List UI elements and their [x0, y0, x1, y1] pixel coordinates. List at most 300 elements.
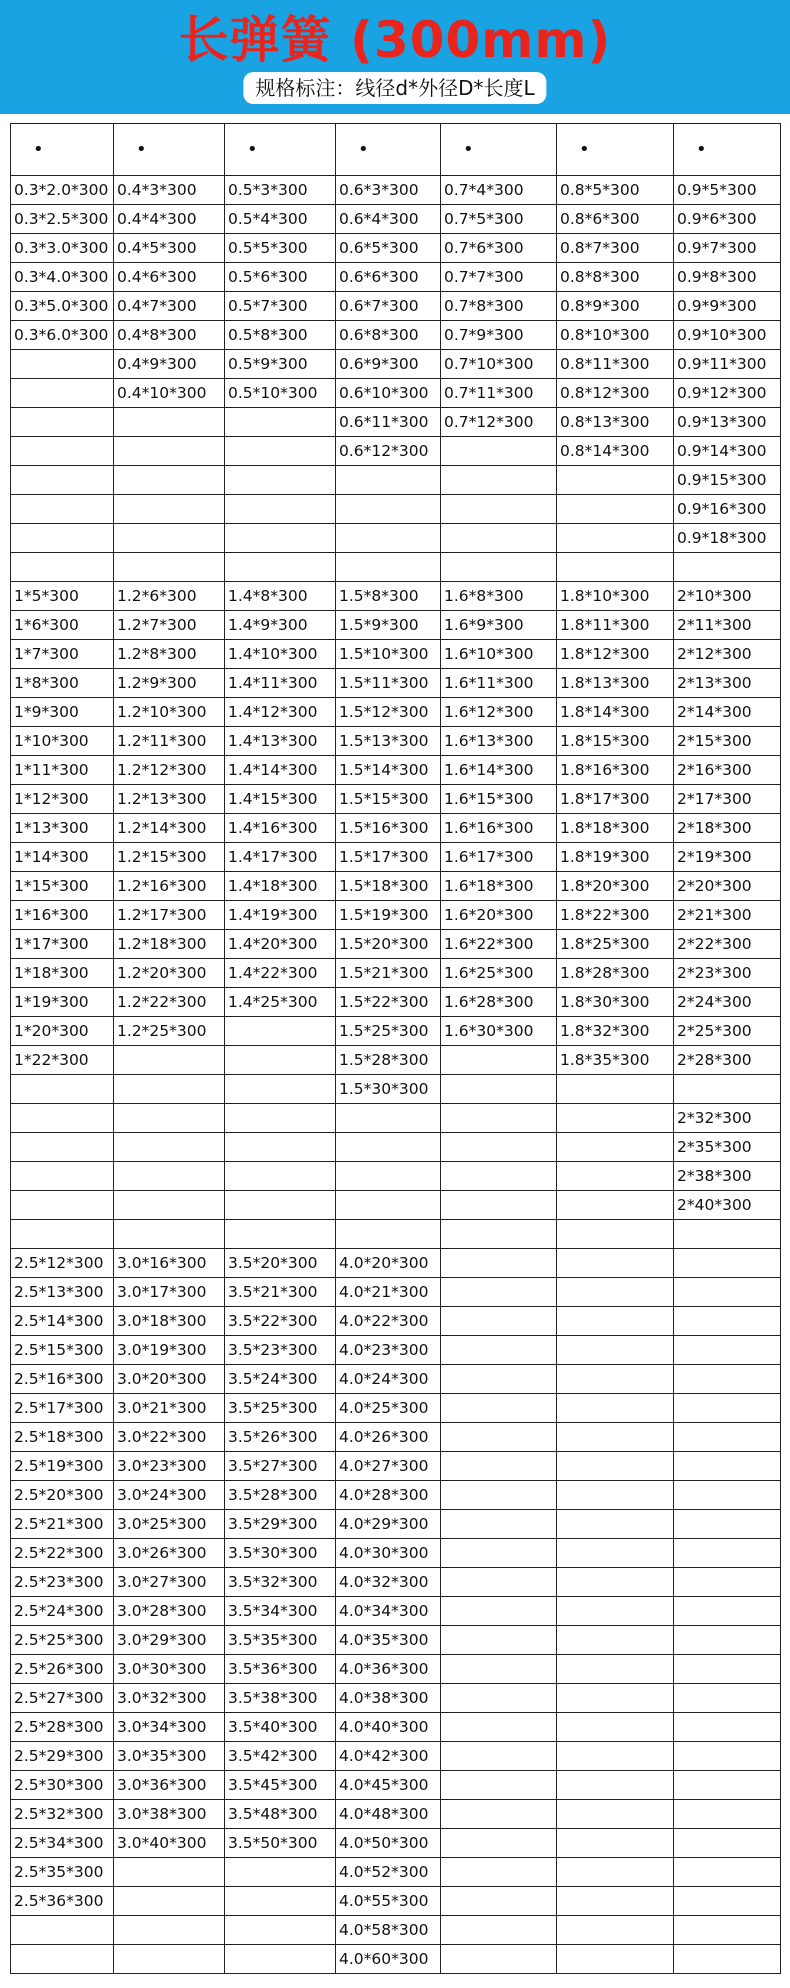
spec-cell: 4.0*21*300 — [336, 1278, 441, 1307]
spec-cell: 4.0*52*300 — [336, 1858, 441, 1887]
spec-cell: 3.0*22*300 — [114, 1423, 225, 1452]
spec-cell: 4.0*22*300 — [336, 1307, 441, 1336]
spec-cell — [557, 1568, 674, 1597]
spec-cell — [557, 1887, 674, 1916]
spec-cell: 1.4*18*300 — [225, 872, 336, 901]
spec-cell — [114, 1858, 225, 1887]
spec-cell: 4.0*42*300 — [336, 1742, 441, 1771]
spec-cell: 1.4*20*300 — [225, 930, 336, 959]
spec-cell — [114, 466, 225, 495]
spec-cell: 1.8*18*300 — [557, 814, 674, 843]
spec-cell — [441, 1336, 557, 1365]
spec-cell: 0.9*11*300 — [674, 350, 781, 379]
table-row — [11, 205, 781, 234]
header-dot-cell: • — [336, 124, 441, 176]
spec-cell: 0.8*11*300 — [557, 350, 674, 379]
spec-cell — [336, 553, 441, 582]
spec-cell: 0.9*16*300 — [674, 495, 781, 524]
spec-cell: 0.6*12*300 — [336, 437, 441, 466]
spec-cell: 0.6*9*300 — [336, 350, 441, 379]
spec-cell — [336, 1104, 441, 1133]
spec-cell: 0.8*6*300 — [557, 205, 674, 234]
spec-cell: 0.7*6*300 — [441, 234, 557, 263]
table-row — [11, 930, 781, 959]
spec-cell: 0.9*9*300 — [674, 292, 781, 321]
spec-cell: 2.5*30*300 — [11, 1771, 114, 1800]
table-row — [11, 379, 781, 408]
spec-cell: 3.0*28*300 — [114, 1597, 225, 1626]
spec-cell — [557, 1858, 674, 1887]
spec-cell — [674, 1626, 781, 1655]
spec-cell: 4.0*28*300 — [336, 1481, 441, 1510]
spec-cell: 3.0*34*300 — [114, 1713, 225, 1742]
spec-cell — [674, 1336, 781, 1365]
spec-cell — [674, 1771, 781, 1800]
spec-cell — [441, 1046, 557, 1075]
spec-cell: 1*7*300 — [11, 640, 114, 669]
spec-cell: 1.8*19*300 — [557, 843, 674, 872]
spec-cell — [557, 1220, 674, 1249]
spec-cell: 1.4*14*300 — [225, 756, 336, 785]
spec-cell: 2*13*300 — [674, 669, 781, 698]
spec-cell: 0.8*14*300 — [557, 437, 674, 466]
spec-cell: 1.8*17*300 — [557, 785, 674, 814]
spec-cell — [557, 1481, 674, 1510]
spec-cell: 0.7*5*300 — [441, 205, 557, 234]
spec-cell: 0.5*10*300 — [225, 379, 336, 408]
spec-cell — [674, 1539, 781, 1568]
spec-cell: 1*17*300 — [11, 930, 114, 959]
spec-cell: 1.4*8*300 — [225, 582, 336, 611]
spec-cell — [336, 1191, 441, 1220]
spec-cell: 2.5*32*300 — [11, 1800, 114, 1829]
spec-cell — [225, 1162, 336, 1191]
spec-cell: 0.6*3*300 — [336, 176, 441, 205]
spec-cell: 1.4*11*300 — [225, 669, 336, 698]
spec-cell: 1.6*12*300 — [441, 698, 557, 727]
table-row — [11, 1742, 781, 1771]
spec-cell: 1*13*300 — [11, 814, 114, 843]
spec-cell — [441, 1829, 557, 1858]
spec-cell — [557, 495, 674, 524]
spec-cell: 2.5*18*300 — [11, 1423, 114, 1452]
spec-cell: 3.0*24*300 — [114, 1481, 225, 1510]
spec-cell: 1.2*22*300 — [114, 988, 225, 1017]
spec-cell — [114, 553, 225, 582]
spec-cell: 1.4*15*300 — [225, 785, 336, 814]
spec-cell — [114, 495, 225, 524]
spec-cell: 1.5*20*300 — [336, 930, 441, 959]
spring-spec-table — [10, 123, 781, 1974]
table-row — [11, 1249, 781, 1278]
spec-cell — [674, 1684, 781, 1713]
spec-cell: 1.6*30*300 — [441, 1017, 557, 1046]
spec-cell: 0.9*13*300 — [674, 408, 781, 437]
table-row — [11, 1452, 781, 1481]
spec-cell: 3.0*35*300 — [114, 1742, 225, 1771]
spec-cell: 1.2*7*300 — [114, 611, 225, 640]
spec-cell — [441, 1249, 557, 1278]
spec-cell: 1.6*15*300 — [441, 785, 557, 814]
spec-cell — [225, 524, 336, 553]
spec-cell: 2*14*300 — [674, 698, 781, 727]
header-dot-cell: • — [674, 124, 781, 176]
spec-cell — [674, 1249, 781, 1278]
spec-cell — [441, 1916, 557, 1945]
table-row — [11, 1887, 781, 1916]
spec-cell: 0.8*10*300 — [557, 321, 674, 350]
spec-cell — [674, 1278, 781, 1307]
spec-cell: 1.5*19*300 — [336, 901, 441, 930]
spec-cell — [225, 1017, 336, 1046]
spec-cell: 2.5*17*300 — [11, 1394, 114, 1423]
spec-cell — [441, 553, 557, 582]
spec-cell: 3.0*17*300 — [114, 1278, 225, 1307]
header-dot-cell: • — [114, 124, 225, 176]
spec-cell: 1.8*16*300 — [557, 756, 674, 785]
table-row — [11, 1220, 781, 1249]
spec-cell — [674, 1423, 781, 1452]
spec-cell: 1.6*13*300 — [441, 727, 557, 756]
header-dot-cell: • — [441, 124, 557, 176]
spec-cell — [441, 1191, 557, 1220]
spec-cell — [674, 1481, 781, 1510]
spec-cell: 1*15*300 — [11, 872, 114, 901]
spec-cell — [557, 1713, 674, 1742]
spec-cell: 2.5*16*300 — [11, 1365, 114, 1394]
spec-cell — [557, 1655, 674, 1684]
spec-cell — [674, 1510, 781, 1539]
spec-cell: 2*19*300 — [674, 843, 781, 872]
spec-cell: 2*10*300 — [674, 582, 781, 611]
spec-cell: 2*35*300 — [674, 1133, 781, 1162]
spec-cell: 2*21*300 — [674, 901, 781, 930]
spec-cell — [441, 1887, 557, 1916]
spec-cell: 1.8*20*300 — [557, 872, 674, 901]
table-row — [11, 234, 781, 263]
spec-cell: 3.0*21*300 — [114, 1394, 225, 1423]
spec-cell — [557, 1539, 674, 1568]
spec-cell: 1.2*17*300 — [114, 901, 225, 930]
spec-cell: 1*10*300 — [11, 727, 114, 756]
spec-cell — [674, 1452, 781, 1481]
header-dot-cell: • — [225, 124, 336, 176]
spec-cell: 2.5*12*300 — [11, 1249, 114, 1278]
spec-cell: 2.5*15*300 — [11, 1336, 114, 1365]
spec-cell: 3.0*40*300 — [114, 1829, 225, 1858]
spec-cell: 4.0*35*300 — [336, 1626, 441, 1655]
spec-cell — [441, 1771, 557, 1800]
spec-cell: 1.4*19*300 — [225, 901, 336, 930]
spec-cell: 0.7*8*300 — [441, 292, 557, 321]
spec-cell: 0.9*14*300 — [674, 437, 781, 466]
spec-cell: 1*12*300 — [11, 785, 114, 814]
spec-cell — [557, 1945, 674, 1974]
spec-cell: 1.5*16*300 — [336, 814, 441, 843]
spec-cell: 1.4*13*300 — [225, 727, 336, 756]
spec-cell: 0.9*5*300 — [674, 176, 781, 205]
table-row — [11, 1771, 781, 1800]
spec-cell: 0.8*7*300 — [557, 234, 674, 263]
table-row — [11, 814, 781, 843]
spec-cell — [225, 1104, 336, 1133]
spec-cell: 0.4*10*300 — [114, 379, 225, 408]
spec-cell: 0.9*7*300 — [674, 234, 781, 263]
spec-cell — [114, 1887, 225, 1916]
spec-cell: 0.5*6*300 — [225, 263, 336, 292]
spec-cell — [441, 1133, 557, 1162]
spec-cell: 2.5*27*300 — [11, 1684, 114, 1713]
spec-cell: 1.2*14*300 — [114, 814, 225, 843]
spec-cell: 1.4*25*300 — [225, 988, 336, 1017]
spec-cell: 3.5*50*300 — [225, 1829, 336, 1858]
spec-cell: 3.0*30*300 — [114, 1655, 225, 1684]
spec-cell: 1.2*12*300 — [114, 756, 225, 785]
table-row — [11, 901, 781, 930]
spec-cell: 3.5*30*300 — [225, 1539, 336, 1568]
table-row — [11, 1423, 781, 1452]
spec-cell: 3.0*16*300 — [114, 1249, 225, 1278]
spec-cell: 1.5*22*300 — [336, 988, 441, 1017]
spec-cell: 2.5*25*300 — [11, 1626, 114, 1655]
table-row — [11, 640, 781, 669]
spec-cell: 3.0*26*300 — [114, 1539, 225, 1568]
spec-cell — [557, 1307, 674, 1336]
spec-cell — [11, 1162, 114, 1191]
table-row — [11, 1945, 781, 1974]
spec-cell: 1.2*25*300 — [114, 1017, 225, 1046]
spec-cell — [674, 1075, 781, 1104]
spec-cell — [336, 1220, 441, 1249]
spec-cell — [674, 1916, 781, 1945]
spec-cell — [11, 466, 114, 495]
spec-cell: 1.4*9*300 — [225, 611, 336, 640]
spec-cell: 1.8*10*300 — [557, 582, 674, 611]
spec-cell — [336, 524, 441, 553]
spec-cell: 2*28*300 — [674, 1046, 781, 1075]
spec-cell — [557, 1191, 674, 1220]
spec-cell: 0.9*15*300 — [674, 466, 781, 495]
spec-cell: 3.0*18*300 — [114, 1307, 225, 1336]
spec-cell: 0.5*3*300 — [225, 176, 336, 205]
header-row — [11, 124, 781, 176]
spec-cell: 2.5*23*300 — [11, 1568, 114, 1597]
spec-cell: 0.4*5*300 — [114, 234, 225, 263]
spec-cell: 4.0*58*300 — [336, 1916, 441, 1945]
spec-cell: 3.5*28*300 — [225, 1481, 336, 1510]
spec-cell — [114, 1916, 225, 1945]
spec-cell — [336, 1162, 441, 1191]
header-banner — [0, 0, 790, 114]
spec-cell — [225, 1220, 336, 1249]
spec-cell: 2.5*28*300 — [11, 1713, 114, 1742]
spec-cell — [441, 1452, 557, 1481]
spec-cell — [557, 1249, 674, 1278]
table-row — [11, 843, 781, 872]
spec-cell: 1.5*17*300 — [336, 843, 441, 872]
spec-cell — [441, 1394, 557, 1423]
spec-cell: 0.3*3.0*300 — [11, 234, 114, 263]
table-row — [11, 1510, 781, 1539]
spec-cell: 2*15*300 — [674, 727, 781, 756]
spec-cell: 2*25*300 — [674, 1017, 781, 1046]
spec-cell — [11, 350, 114, 379]
spec-cell: 1.2*8*300 — [114, 640, 225, 669]
spec-cell: 4.0*34*300 — [336, 1597, 441, 1626]
table-row — [11, 1858, 781, 1887]
spec-cell — [441, 1713, 557, 1742]
spec-cell: 0.8*8*300 — [557, 263, 674, 292]
spec-cell — [114, 1191, 225, 1220]
spec-table-container — [10, 123, 781, 1974]
spec-cell — [674, 1742, 781, 1771]
spec-cell: 4.0*30*300 — [336, 1539, 441, 1568]
spec-cell — [114, 1046, 225, 1075]
spec-cell: 3.5*23*300 — [225, 1336, 336, 1365]
table-row — [11, 1916, 781, 1945]
table-row — [11, 1278, 781, 1307]
spec-cell: 3.5*20*300 — [225, 1249, 336, 1278]
spec-cell: 1.8*15*300 — [557, 727, 674, 756]
spec-cell: 1*14*300 — [11, 843, 114, 872]
spec-cell: 3.5*24*300 — [225, 1365, 336, 1394]
spec-cell: 1.2*20*300 — [114, 959, 225, 988]
spec-cell — [557, 1075, 674, 1104]
spec-cell: 1*20*300 — [11, 1017, 114, 1046]
spec-cell — [225, 1945, 336, 1974]
spec-cell: 1.4*12*300 — [225, 698, 336, 727]
spec-cell: 4.0*40*300 — [336, 1713, 441, 1742]
table-row — [11, 263, 781, 292]
spec-cell: 3.0*25*300 — [114, 1510, 225, 1539]
spec-cell: 3.0*29*300 — [114, 1626, 225, 1655]
spec-cell: 3.5*32*300 — [225, 1568, 336, 1597]
spec-cell — [674, 1800, 781, 1829]
spec-cell: 3.5*26*300 — [225, 1423, 336, 1452]
spec-cell: 1.2*15*300 — [114, 843, 225, 872]
spec-cell: 2*17*300 — [674, 785, 781, 814]
spec-cell — [336, 466, 441, 495]
spec-cell: 3.0*32*300 — [114, 1684, 225, 1713]
spec-cell — [557, 1162, 674, 1191]
spec-cell: 4.0*32*300 — [336, 1568, 441, 1597]
spec-cell: 1.2*10*300 — [114, 698, 225, 727]
table-row — [11, 1162, 781, 1191]
spec-cell: 3.5*48*300 — [225, 1800, 336, 1829]
table-row — [11, 669, 781, 698]
spec-cell — [441, 1568, 557, 1597]
table-row — [11, 1133, 781, 1162]
spec-cell — [441, 466, 557, 495]
spec-cell — [441, 1539, 557, 1568]
spec-cell — [11, 1104, 114, 1133]
spec-cell — [441, 495, 557, 524]
spec-cell: 3.0*38*300 — [114, 1800, 225, 1829]
spec-cell: 2.5*36*300 — [11, 1887, 114, 1916]
spec-cell: 1.6*20*300 — [441, 901, 557, 930]
spec-cell — [225, 408, 336, 437]
spec-cell: 2*23*300 — [674, 959, 781, 988]
spec-cell — [11, 1916, 114, 1945]
spec-cell — [557, 1916, 674, 1945]
table-row — [11, 437, 781, 466]
spec-cell: 0.3*6.0*300 — [11, 321, 114, 350]
spec-cell: 4.0*55*300 — [336, 1887, 441, 1916]
spec-cell: 0.8*5*300 — [557, 176, 674, 205]
spec-cell: 4.0*29*300 — [336, 1510, 441, 1539]
spec-cell: 0.3*5.0*300 — [11, 292, 114, 321]
spec-cell: 1.2*9*300 — [114, 669, 225, 698]
spec-cell — [441, 1626, 557, 1655]
spec-cell: 4.0*60*300 — [336, 1945, 441, 1974]
spec-cell: 1.6*11*300 — [441, 669, 557, 698]
spec-cell: 1.8*22*300 — [557, 901, 674, 930]
spec-cell: 2*40*300 — [674, 1191, 781, 1220]
spec-cell — [225, 1858, 336, 1887]
spec-cell: 1.2*18*300 — [114, 930, 225, 959]
spec-cell: 4.0*23*300 — [336, 1336, 441, 1365]
spec-cell: 3.5*34*300 — [225, 1597, 336, 1626]
spec-cell: 2*32*300 — [674, 1104, 781, 1133]
spec-cell: 0.9*10*300 — [674, 321, 781, 350]
spec-cell — [557, 466, 674, 495]
spec-cell: 3.5*40*300 — [225, 1713, 336, 1742]
spec-cell — [225, 1191, 336, 1220]
spec-cell — [441, 1307, 557, 1336]
spec-cell — [225, 466, 336, 495]
spec-cell: 3.5*29*300 — [225, 1510, 336, 1539]
spec-cell: 0.9*6*300 — [674, 205, 781, 234]
table-row — [11, 495, 781, 524]
table-row — [11, 1655, 781, 1684]
spec-cell: 1.5*30*300 — [336, 1075, 441, 1104]
spec-cell: 0.5*7*300 — [225, 292, 336, 321]
spec-cell: 0.6*8*300 — [336, 321, 441, 350]
spec-cell: 1*5*300 — [11, 582, 114, 611]
table-row — [11, 292, 781, 321]
spec-cell: 4.0*24*300 — [336, 1365, 441, 1394]
table-row — [11, 756, 781, 785]
spec-cell — [441, 1162, 557, 1191]
table-row — [11, 1017, 781, 1046]
spec-cell: 2*38*300 — [674, 1162, 781, 1191]
table-row — [11, 1104, 781, 1133]
spec-cell — [114, 1945, 225, 1974]
spec-cell: 3.5*25*300 — [225, 1394, 336, 1423]
spec-cell — [114, 1162, 225, 1191]
spec-cell — [11, 1133, 114, 1162]
spec-cell: 1.6*25*300 — [441, 959, 557, 988]
spec-cell: 1.5*13*300 — [336, 727, 441, 756]
spec-cell: 1*8*300 — [11, 669, 114, 698]
spec-cell: 1.4*17*300 — [225, 843, 336, 872]
spec-cell: 1.6*14*300 — [441, 756, 557, 785]
spec-cell — [674, 553, 781, 582]
table-row — [11, 176, 781, 205]
spec-cell: 4.0*25*300 — [336, 1394, 441, 1423]
table-row — [11, 1336, 781, 1365]
spec-cell — [114, 1104, 225, 1133]
table-row — [11, 988, 781, 1017]
spec-cell — [336, 495, 441, 524]
table-row — [11, 466, 781, 495]
spec-cell: 2.5*34*300 — [11, 1829, 114, 1858]
spec-cell: 3.0*23*300 — [114, 1452, 225, 1481]
spec-cell — [441, 1423, 557, 1452]
spec-note: 规格标注：线径d*外径D*长度L — [243, 72, 546, 104]
spec-cell: 1.5*12*300 — [336, 698, 441, 727]
spec-cell: 1.6*18*300 — [441, 872, 557, 901]
